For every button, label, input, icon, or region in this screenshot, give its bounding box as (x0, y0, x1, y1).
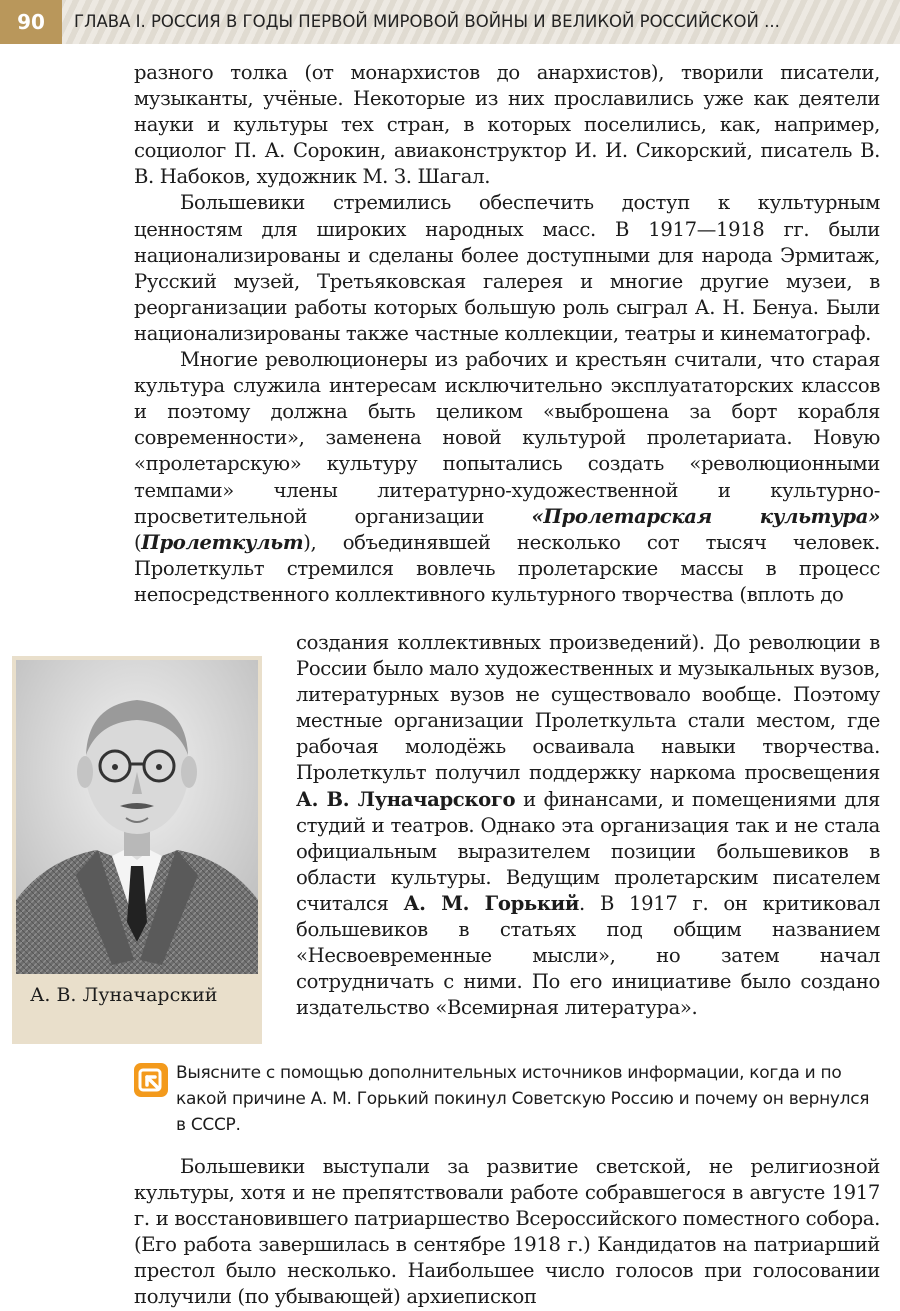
paragraph-3 (134, 347, 880, 608)
term-proletarian-culture: «Пролетарская культура» (531, 504, 881, 528)
main-text (134, 60, 880, 608)
page-number: 90 (0, 0, 62, 44)
main-text-wrapped (296, 630, 880, 1021)
task-block (134, 1060, 880, 1140)
portrait-photo (16, 660, 258, 974)
paragraph-3-continued-text: и финансами, и помещениями для студий и театров. Однако эта организация так и не стала официальным выразителем позиции большевиков в области культуры. Ведущим пролетарским писателем считался (296, 787, 880, 915)
name-gorky: А. М. Горький (403, 891, 580, 915)
paragraph-3-text: ( (134, 530, 142, 554)
paragraph-3-text: Многие революционеры из рабочих и крестьян считали, что старая культура служила интересам исключительно эксплуататорских классов и поэтому должна быть целиком «выброшена за борт корабля современности», заменена новой культурой пролетариата. Новую «пролетарскую» культуру попытались создать «революционными темпами» члены литературно-художественной и культурно-просветительной организации (134, 348, 880, 528)
page-header (0, 0, 900, 44)
question-arrow-icon (134, 1063, 168, 1097)
task-text: Выясните с помощью дополнительных источников информации, когда и по какой причине А. М. Горький покинул Советскую Россию и почему он вернулся в СССР. (176, 1063, 870, 1136)
portrait-figure (12, 656, 262, 1044)
name-lunacharsky: А. В. Луначарского (296, 787, 516, 811)
main-text-bottom (134, 1154, 880, 1311)
portrait-caption: А. В. Луначарский (30, 984, 218, 1006)
paragraph-3-text: ), объединявшей несколько сот тысяч человек. Пролеткульт стремился вовлечь пролетарские массы в процесс непосредственного коллективного культурного творчества (вплоть до (134, 530, 880, 606)
paragraph-4: Большевики выступали за развитие светской, не религиозной культуры, хотя и не препятствовали работе собравшегося в августе 1917 г. и восстановившего патриаршество Всероссийского поместного собора. (Его работа завершилась в сентябре 1918 г.) Кандидатов на патриарший престол было несколько. Наибольшее число голосов при голосовании получили (по убывающей) архиепископ (134, 1155, 880, 1309)
paragraph-3-continued-text: . В 1917 г. он критиковал большевиков в статьях под общим названием «Несвоевременные мысли», но затем начал сотрудничать с ними. По его инициативе было создано издательство «Всемирная литература». (296, 891, 881, 1020)
paragraph-1: разного толка (от монархистов до анархистов), творили писатели, музыканты, учёные. Некоторые из них прославились уже как деятели науки и культуры тех стран, в которых поселились, как, например, социолог П. А. Сорокин, авиаконструктор И. И. Сикорский, писатель В. В. Набоков, художник М. З. Шагал. (134, 61, 880, 189)
paragraph-2: Большевики стремились обеспечить доступ к культурным ценностям для широких народных масс. В 1917—1918 гг. были национализированы и сделаны более доступными для народа Эрмитаж, Русский музей, Третьяковская галерея и многие другие музеи, в реорганизации работы которых большую роль сыграл А. Н. Бенуа. Были национализированы также частные коллекции, театры и кинематограф. (134, 191, 880, 345)
chapter-title: ГЛАВА I. РОССИЯ В ГОДЫ ПЕРВОЙ МИРОВОЙ ВОЙНЫ И ВЕЛИКОЙ РОССИЙСКОЙ ... (74, 12, 780, 31)
paragraph-3-continued-text: создания коллективных произведений). До революции в России было мало художественных и музыкальных вузов, литературных вузов не существовало вообще. Поэтому местные организации Пролеткульта стали местом, где рабочая молодёжь осваивала навыки творчества. Пролеткульт получил поддержку наркома просвещения (296, 631, 880, 785)
paragraph-3-continued (296, 630, 880, 1021)
term-proletkult: Пролеткульт (141, 530, 304, 554)
